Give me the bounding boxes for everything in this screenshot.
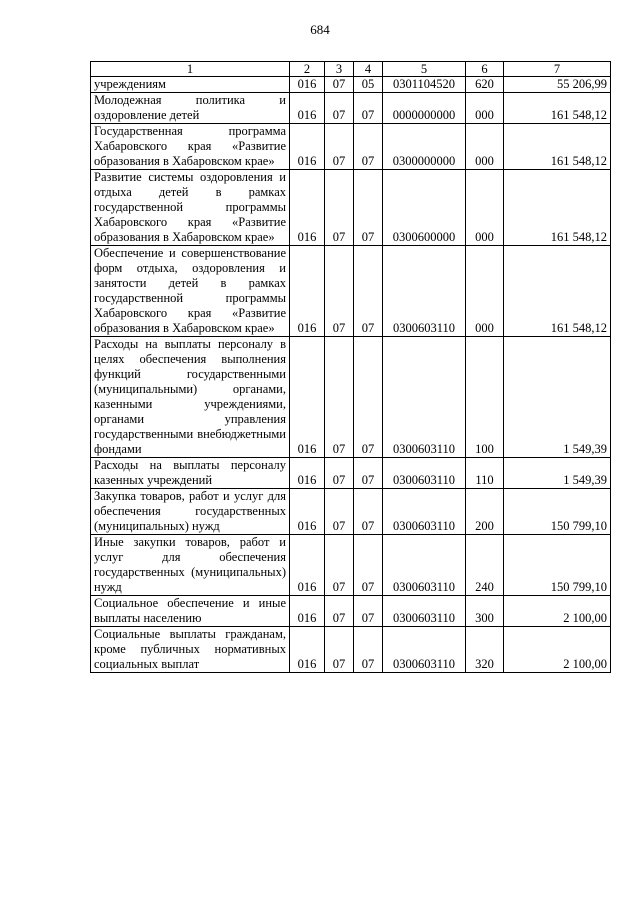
row-name: Иные закупки товаров, работ и услуг для обеспечения государственных (муниципальных) нужд — [91, 535, 290, 596]
row-target-article: 0300603110 — [383, 458, 466, 489]
row-subsection: 07 — [354, 535, 383, 596]
row-code-admin: 016 — [290, 246, 325, 337]
row-expense-type: 240 — [466, 535, 504, 596]
row-subsection: 07 — [354, 458, 383, 489]
header-cell: 5 — [383, 62, 466, 77]
row-code-admin: 016 — [290, 596, 325, 627]
row-section: 07 — [325, 627, 354, 673]
row-name: Обеспечение и совершенствование форм отдыха, оздоровления и занятости детей в рамках государственной программы Хабаровского края «Развитие образования в Хабаровском крае» — [91, 246, 290, 337]
row-section: 07 — [325, 246, 354, 337]
row-expense-type: 000 — [466, 93, 504, 124]
row-subsection: 07 — [354, 596, 383, 627]
row-target-article: 0300000000 — [383, 124, 466, 170]
table-row — [91, 77, 611, 93]
row-amount: 161 548,12 — [504, 124, 611, 170]
row-code-admin: 016 — [290, 535, 325, 596]
row-section: 07 — [325, 458, 354, 489]
row-target-article: 0301104520 — [383, 77, 466, 93]
row-name: Молодежная политика и оздоровление детей — [91, 93, 290, 124]
row-section: 07 — [325, 77, 354, 93]
row-amount: 1 549,39 — [504, 337, 611, 458]
row-subsection: 07 — [354, 489, 383, 535]
row-section: 07 — [325, 489, 354, 535]
row-subsection: 07 — [354, 124, 383, 170]
row-code-admin: 016 — [290, 124, 325, 170]
row-expense-type: 320 — [466, 627, 504, 673]
row-subsection: 07 — [354, 93, 383, 124]
row-name: Расходы на выплаты персоналу в целях обеспечения выполнения функций государственными (муниципальными) органами, казенными учреждениями, органами управления государственными внебюджетными фондами — [91, 337, 290, 458]
row-amount: 2 100,00 — [504, 596, 611, 627]
row-amount: 2 100,00 — [504, 627, 611, 673]
row-expense-type: 000 — [466, 170, 504, 246]
row-amount: 161 548,12 — [504, 93, 611, 124]
header-cell: 1 — [91, 62, 290, 77]
row-target-article: 0300603110 — [383, 596, 466, 627]
row-name: Расходы на выплаты персоналу казенных учреждений — [91, 458, 290, 489]
row-target-article: 0300603110 — [383, 535, 466, 596]
header-cell: 7 — [504, 62, 611, 77]
row-section: 07 — [325, 93, 354, 124]
row-target-article: 0000000000 — [383, 93, 466, 124]
table-row — [91, 170, 611, 246]
row-subsection: 05 — [354, 77, 383, 93]
table-header-row — [91, 62, 611, 77]
row-expense-type: 300 — [466, 596, 504, 627]
row-expense-type: 000 — [466, 246, 504, 337]
row-name: Закупка товаров, работ и услуг для обеспечения государственных (муниципальных) нужд — [91, 489, 290, 535]
table-row — [91, 337, 611, 458]
row-expense-type: 110 — [466, 458, 504, 489]
row-subsection: 07 — [354, 627, 383, 673]
row-name: Социальное обеспечение и иные выплаты населению — [91, 596, 290, 627]
row-subsection: 07 — [354, 170, 383, 246]
header-cell: 2 — [290, 62, 325, 77]
row-code-admin: 016 — [290, 337, 325, 458]
table-row — [91, 627, 611, 673]
page-number: 684 — [310, 22, 330, 37]
row-name: Развитие системы оздоровления и отдыха детей в рамках государственной программы Хабаровского края «Развитие образования в Хабаровском крае» — [91, 170, 290, 246]
row-expense-type: 000 — [466, 124, 504, 170]
table-row — [91, 246, 611, 337]
row-target-article: 0300603110 — [383, 489, 466, 535]
table-row — [91, 124, 611, 170]
row-expense-type: 620 — [466, 77, 504, 93]
row-target-article: 0300603110 — [383, 246, 466, 337]
table-row — [91, 489, 611, 535]
row-target-article: 0300603110 — [383, 337, 466, 458]
row-expense-type: 100 — [466, 337, 504, 458]
row-subsection: 07 — [354, 246, 383, 337]
row-amount: 161 548,12 — [504, 246, 611, 337]
row-section: 07 — [325, 124, 354, 170]
row-target-article: 0300600000 — [383, 170, 466, 246]
table-row — [91, 93, 611, 124]
row-code-admin: 016 — [290, 458, 325, 489]
row-amount: 55 206,99 — [504, 77, 611, 93]
row-code-admin: 016 — [290, 93, 325, 124]
row-target-article: 0300603110 — [383, 627, 466, 673]
row-name: учреждениям — [91, 77, 290, 93]
row-section: 07 — [325, 337, 354, 458]
header-cell: 4 — [354, 62, 383, 77]
row-code-admin: 016 — [290, 77, 325, 93]
row-subsection: 07 — [354, 337, 383, 458]
row-code-admin: 016 — [290, 627, 325, 673]
row-code-admin: 016 — [290, 170, 325, 246]
header-cell: 6 — [466, 62, 504, 77]
table-row — [91, 458, 611, 489]
row-section: 07 — [325, 170, 354, 246]
header-cell: 3 — [325, 62, 354, 77]
row-name: Государственная программа Хабаровского края «Развитие образования в Хабаровском крае» — [91, 124, 290, 170]
budget-table — [90, 61, 611, 673]
row-section: 07 — [325, 596, 354, 627]
row-code-admin: 016 — [290, 489, 325, 535]
table-row — [91, 535, 611, 596]
row-name: Социальные выплаты гражданам, кроме публичных нормативных социальных выплат — [91, 627, 290, 673]
table-row — [91, 596, 611, 627]
row-amount: 150 799,10 — [504, 489, 611, 535]
row-expense-type: 200 — [466, 489, 504, 535]
row-amount: 161 548,12 — [504, 170, 611, 246]
row-section: 07 — [325, 535, 354, 596]
row-amount: 1 549,39 — [504, 458, 611, 489]
row-amount: 150 799,10 — [504, 535, 611, 596]
